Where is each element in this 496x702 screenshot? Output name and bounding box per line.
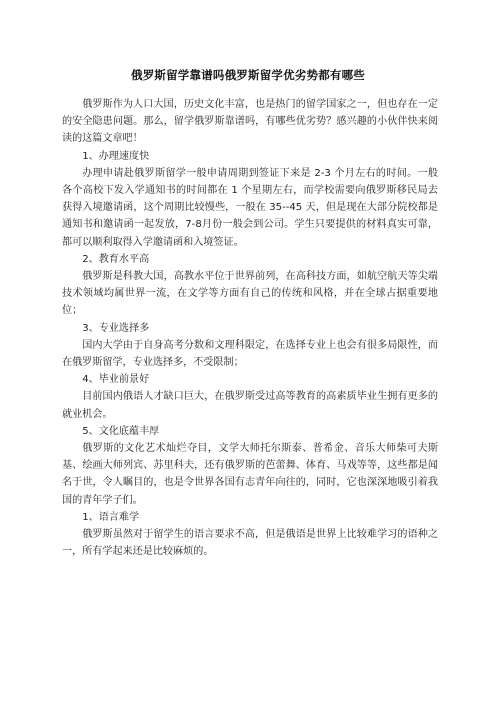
- section-heading-culture: 5、文化底蕴丰厚: [82, 425, 160, 437]
- section-heading-major-choice: 3、专业选择多: [82, 322, 150, 334]
- language-difficulty-paragraph: 俄罗斯虽然对于留学生的语言要求不高，但是俄语是世界上比较难学习的语种之一，所有学起来还是比较麻烦的。: [62, 529, 438, 558]
- section-heading-language-difficulty: 1、语言难学: [82, 511, 140, 523]
- major-choice-paragraph: 国内大学由于自身高考分数和文理科限定，在选择专业上也会有很多局限性，而在俄罗斯留学，专业选择多，不受限制；: [62, 339, 438, 369]
- section-heading-career-prospects: 4、毕业前景好: [82, 374, 150, 386]
- section-heading-processing-speed: 1、办理速度快: [82, 150, 150, 162]
- processing-speed-paragraph: 办理申请赴俄罗斯留学一般申请周期到签证下来是 2-3 个月左右的时间。一般各个高校下发入学通知书的时间都在 1 个星期左右，而学校需要向俄罗斯移民局去获得入境邀请函，这个周期比较慢些，一般在 35--45 天，但是现在大部分院校都是通知书和邀请函一起发放，7-8月份一般会到公司。学生只要提供的材料真实可靠，都可以顺利取得入学邀请函和入境签证。: [62, 167, 438, 248]
- section-heading-education-level: 2、教育水平高: [82, 253, 150, 265]
- document-title: 俄罗斯留学靠谱吗俄罗斯留学优劣势都有哪些: [131, 68, 365, 82]
- intro-paragraph: 俄罗斯作为人口大国，历史文化丰富，也是热门的留学国家之一，但也存在一定的安全隐患问题。那么，留学俄罗斯靠谱吗，有哪些优劣势？感兴趣的小伙伴快来阅读的这篇文章吧！: [62, 99, 438, 145]
- education-level-paragraph: 俄罗斯是科教大国，高教水平位于世界前列，在高科技方面，如航空航天等尖端技术领域均属世界一流，在文学等方面有自己的传统和风格，并在全球占据重要地位；: [62, 271, 438, 317]
- career-prospects-paragraph: 目前国内俄语人才缺口巨大，在俄罗斯受过高等教育的高素质毕业生拥有更多的就业机会。: [62, 391, 438, 420]
- document-body: [62, 96, 438, 560]
- culture-paragraph: 俄罗斯的文化艺术灿烂夺目，文学大师托尔斯泰、普希金、音乐大师柴可夫斯基、绘画大师列宾、苏里科夫，还有俄罗斯的芭蕾舞、体育、马戏等等，这些都是闻名于世，令人瞩目的，也是令世界各国有志青年向往的，同时，它也深深地吸引着我国的青年学子们。: [62, 443, 438, 506]
